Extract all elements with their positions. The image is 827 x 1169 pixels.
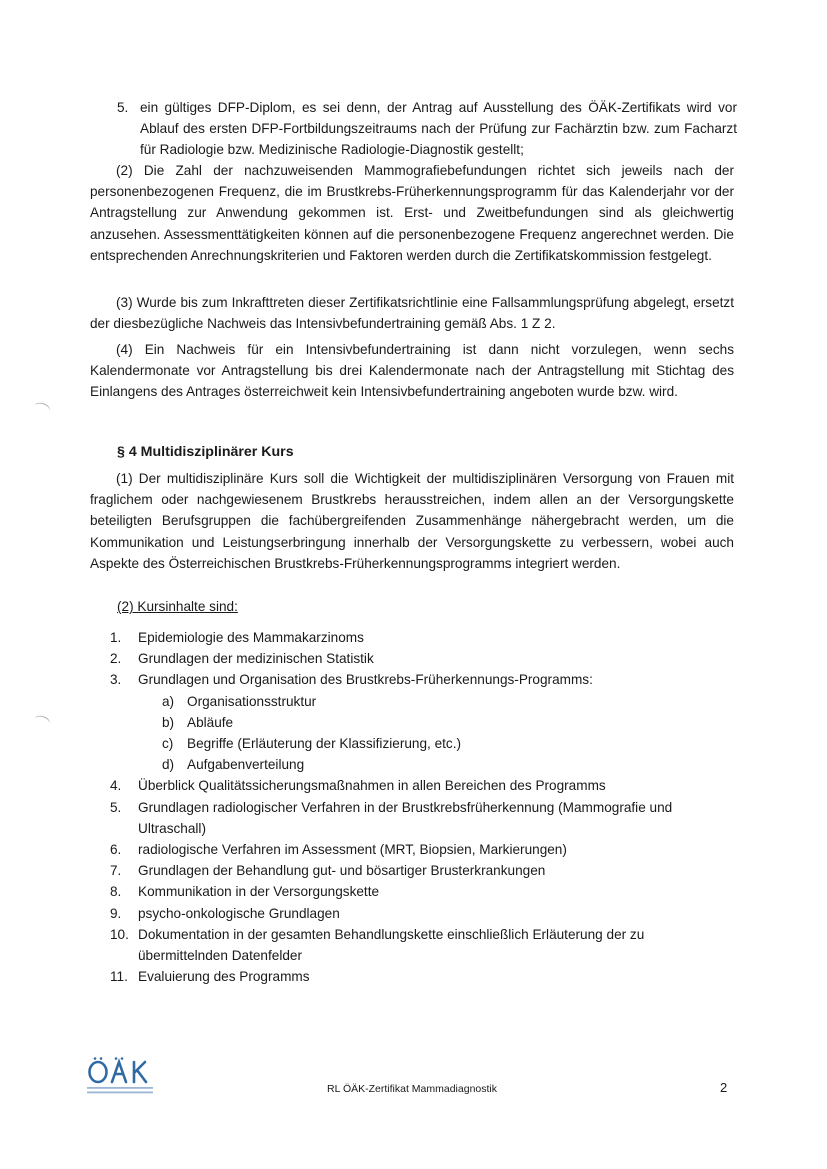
list-text: ein gültiges DFP-Diplom, es sei denn, der Antrag auf Ausstellung des ÖÄK-Zertifikats wird vor Ablauf des ersten DFP-Fortbildungszeitraums nach der Prüfung zur Fachärztin bzw. zum Facharzt für Radiologie bzw. Medizinische Radiologie-Diagnostik gestellt;: [140, 100, 737, 158]
course-content-list: [0, 627, 827, 987]
sub-list-item: d) Aufgabenverteilung: [162, 757, 305, 773]
sub-list-item: a) Organisationsstruktur: [162, 693, 317, 709]
paragraph-2: (2) Die Zahl der nachzuweisenden Mammografiebefundungen richtet sich jeweils nach der personenbezogenen Frequenz, die im Brustkrebs-Früherkennungsprogramm für das Kalenderjahr vor der Antragstellung zur Anwendung gekommen ist. Erst- und Zweitbefundungen sind als gleichwertig anzusehen. Assessmenttätigkeiten können auf die personenbezogene Frequenz angerechnet werden. Die entsprechenden Anrechnungskriterien und Faktoren werden durch die Zertifikatskommission festgelegt.: [90, 163, 734, 263]
list-number: 5.: [117, 100, 129, 115]
list-item: 1. Epidemiologie des Mammakarzinoms: [110, 630, 364, 645]
list-item: 7. Grundlagen der Behandlung gut- und bösartiger Brusterkrankungen: [110, 863, 546, 879]
footer-title: RL ÖÄK-Zertifikat Mammadiagnostik: [327, 1083, 497, 1095]
sub-list-item: b) Abläufe: [162, 714, 234, 730]
section-paragraph-1: (1) Der multidisziplinäre Kurs soll die Wichtigkeit der multidisziplinären Versorgung von Frauen mit fraglichem oder nachgewiesenem Brustkrebs herausstreichen, indem allen an der Versorgungskette beteiligten Berufsgruppen die fachübergreifenden Zusammenhänge nähergebracht werden, um die Kommunikation und Leistungserbringung innerhalb der Versorgungskette zu verbessern, wobei auch Aspekte des Österreichischen Brustkrebs-Früherkennungsprogramms integriert werden.: [90, 471, 734, 571]
list-item: 3. Grundlagen und Organisation des Brustkrebs-Früherkennungs-Programms:: [110, 672, 593, 688]
paragraph-4: (4) Ein Nachweis für ein Intensivbefundertraining ist dann nicht vorzulegen, wenn sechs Kalendermonate vor Antragstellung bis drei Kalendermonate nach der Antragstellung mit Stichtag des Einlangens des Antrages österreichweit kein Intensivbefundertraining angeboten wurde bzw. wird.: [90, 342, 734, 400]
list-item: 11. Evaluierung des Programms: [110, 969, 310, 985]
page-number: 2: [720, 1080, 728, 1095]
margin-mark: [33, 401, 52, 416]
section-heading: § 4 Multidisziplinärer Kurs: [117, 444, 294, 460]
list-item: 5. Grundlagen radiologischer Verfahren in der Brustkrebsfrüherkennung (Mammografie und Ultraschall): [110, 799, 673, 836]
list-item: 6. radiologische Verfahren im Assessment (MRT, Biopsien, Markierungen): [110, 842, 567, 858]
oak-logo: [86, 1056, 156, 1096]
sub-list-item: c) Begriffe (Erläuterung der Klassifizierung, etc.): [162, 736, 462, 752]
list-item: 9. psycho-onkologische Grundlagen: [110, 905, 340, 921]
list-item: 10. Dokumentation in der gesamten Behandlungskette einschließlich Erläuterung der zu übermittelnden Datenfelder: [110, 926, 645, 964]
list-item: 2. Grundlagen der medizinischen Statistik: [110, 651, 374, 667]
course-content-heading: (2) Kursinhalte sind:: [117, 599, 238, 614]
list-item: 4. Überblick Qualitätssicherungsmaßnahmen in allen Bereichen des Programms: [110, 778, 606, 794]
list-item: 8. Kommunikation in der Versorgungskette: [110, 884, 380, 900]
list-item-5: [117, 97, 737, 161]
paragraph-3: (3) Wurde bis zum Inkrafttreten dieser Zertifikatsrichtlinie eine Fallsammlungsprüfung abgelegt, ersetzt der diesbezügliche Nachweis das Intensivbefundertraining gemäß Abs. 1 Z 2.: [90, 295, 734, 332]
